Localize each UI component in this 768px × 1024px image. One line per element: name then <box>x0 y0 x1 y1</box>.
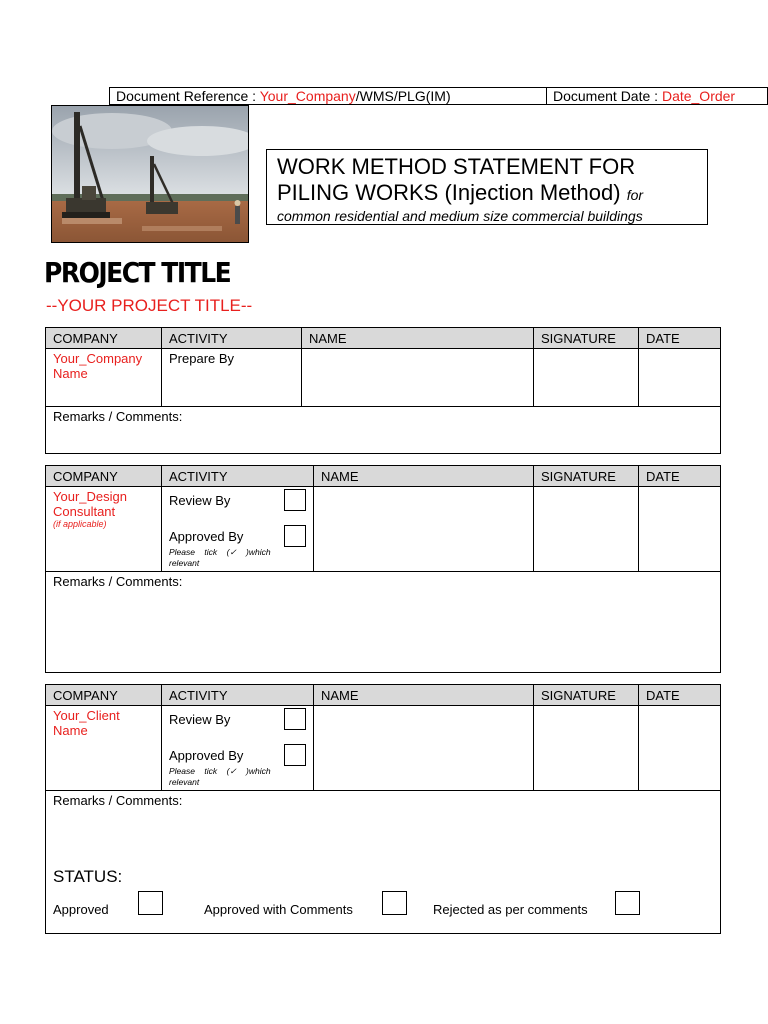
activity-prepare-by: Prepare By <box>162 349 302 407</box>
review-by-checkbox[interactable] <box>284 708 306 730</box>
status-with-comments-checkbox[interactable] <box>382 891 407 915</box>
remarks-field[interactable] <box>46 791 721 934</box>
title-subtitle: common residential and medium size commercial buildings <box>277 208 643 224</box>
title-line-2-wrap <box>277 180 697 208</box>
col-signature: SIGNATURE <box>534 466 639 487</box>
review-by-label: Review By <box>169 492 231 508</box>
design-consultant-table <box>45 465 721 673</box>
company-cell <box>46 487 162 572</box>
company-cell <box>46 706 162 791</box>
doc-reference-company: Your_Company <box>259 88 356 104</box>
col-signature: SIGNATURE <box>534 685 639 706</box>
company-name-line1: Your_Client <box>53 708 120 723</box>
project-title-heading: PROJECT TITLE <box>44 256 231 289</box>
remarks-row <box>46 407 721 454</box>
date-field[interactable] <box>639 487 721 572</box>
signature-field[interactable] <box>534 706 639 791</box>
table-row <box>46 706 721 791</box>
company-name-line1: Your_Design <box>53 489 127 504</box>
approved-by-label: Approved By <box>169 528 244 544</box>
col-company: COMPANY <box>46 685 162 706</box>
status-rejected-checkbox[interactable] <box>615 891 640 915</box>
name-field[interactable] <box>302 349 534 407</box>
company-note: (if applicable) <box>53 519 107 529</box>
tick-note-relevant: relevant <box>169 777 200 787</box>
status-with-comments-label: Approved with Comments <box>204 902 353 917</box>
client-table <box>45 684 721 934</box>
doc-reference-cell <box>110 88 547 104</box>
company-cell <box>46 349 162 407</box>
review-by-row <box>169 708 306 730</box>
col-activity: ACTIVITY <box>162 685 314 706</box>
company-name-line1: Your_Company <box>53 351 143 366</box>
company-name-line2: Consultant <box>53 504 116 519</box>
company-name-line2: Name <box>53 366 88 381</box>
name-field[interactable] <box>314 706 534 791</box>
status-label: STATUS: <box>53 867 123 886</box>
col-date: DATE <box>639 328 721 349</box>
col-name: NAME <box>314 466 534 487</box>
approved-by-checkbox[interactable] <box>284 744 306 766</box>
signature-field[interactable] <box>534 349 639 407</box>
review-by-label: Review By <box>169 711 231 727</box>
remarks-field[interactable] <box>46 572 721 673</box>
tick-note: Please tick (✓ )which <box>169 547 271 557</box>
piling-site-photo <box>51 105 249 243</box>
col-date: DATE <box>639 466 721 487</box>
remarks-row <box>46 572 721 673</box>
status-rejected-label: Rejected as per comments <box>433 902 588 917</box>
status-approved-label: Approved <box>53 902 109 917</box>
remarks-label: Remarks / Comments: <box>53 793 183 808</box>
approved-by-row <box>169 744 306 766</box>
prepared-by-table <box>45 327 721 454</box>
doc-date-cell <box>547 88 767 104</box>
remarks-label: Remarks / Comments: <box>53 574 183 589</box>
table-header-row <box>46 466 721 487</box>
table-row <box>46 487 721 572</box>
activity-cell <box>162 706 314 791</box>
document-title-box <box>266 149 708 225</box>
col-name: NAME <box>314 685 534 706</box>
status-approved-checkbox[interactable] <box>138 891 163 915</box>
table-header-row <box>46 328 721 349</box>
col-company: COMPANY <box>46 466 162 487</box>
doc-date-label: Document Date : <box>553 88 659 104</box>
approved-by-checkbox[interactable] <box>284 525 306 547</box>
company-name-line2: Name <box>53 723 88 738</box>
approved-by-label: Approved By <box>169 747 244 763</box>
remarks-label: Remarks / Comments: <box>53 409 183 424</box>
review-by-row <box>169 489 306 511</box>
project-title-value: --YOUR PROJECT TITLE-- <box>46 296 253 315</box>
title-line-2: PILING WORKS (Injection Method) <box>277 180 621 205</box>
activity-cell <box>162 487 314 572</box>
title-line-1: WORK METHOD STATEMENT FOR <box>277 154 636 179</box>
col-company: COMPANY <box>46 328 162 349</box>
table-header-row <box>46 685 721 706</box>
review-by-checkbox[interactable] <box>284 489 306 511</box>
remarks-field[interactable] <box>46 407 721 454</box>
title-line-2-suffix: for <box>626 187 644 203</box>
tick-note-relevant: relevant <box>169 558 200 568</box>
tick-note: Please tick (✓ )which <box>169 766 271 776</box>
col-date: DATE <box>639 685 721 706</box>
doc-reference-label: Document Reference : <box>116 88 257 104</box>
doc-reference-code: /WMS/PLG(IM) <box>355 88 451 104</box>
col-activity: ACTIVITY <box>162 328 302 349</box>
col-activity: ACTIVITY <box>162 466 314 487</box>
doc-date-value: Date_Order <box>661 88 736 104</box>
table-row <box>46 349 721 407</box>
document-reference-bar <box>109 87 768 105</box>
col-name: NAME <box>302 328 534 349</box>
date-field[interactable] <box>639 706 721 791</box>
col-signature: SIGNATURE <box>534 328 639 349</box>
signature-field[interactable] <box>534 487 639 572</box>
date-field[interactable] <box>639 349 721 407</box>
remarks-status-row <box>46 791 721 934</box>
name-field[interactable] <box>314 487 534 572</box>
approved-by-row <box>169 525 306 547</box>
